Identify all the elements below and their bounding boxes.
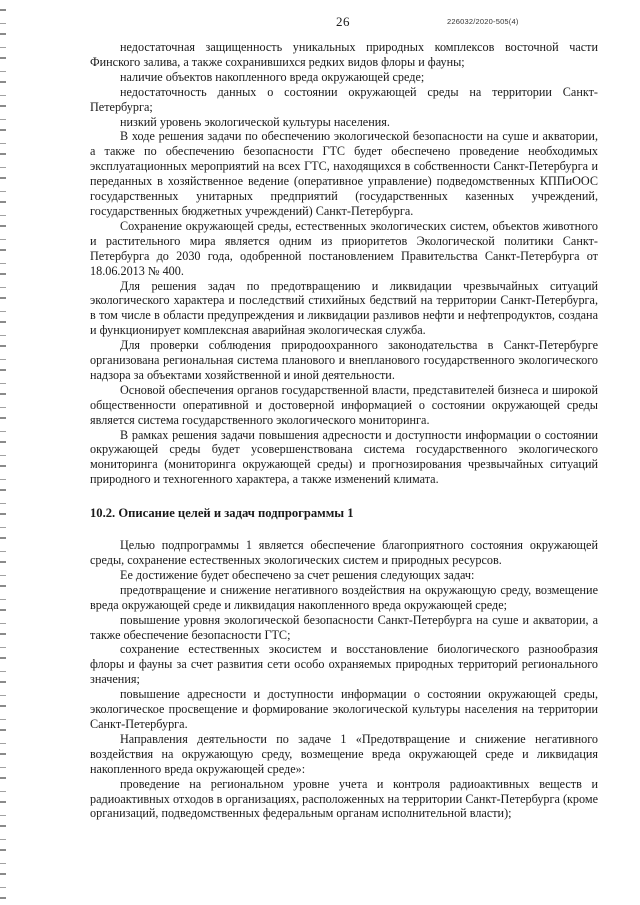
section-heading: 10.2. Описание целей и задач подпрограммы 1	[90, 506, 354, 521]
document-code: 226032/2020-505(4)	[447, 17, 519, 26]
paragraph: Ее достижение будет обеспечено за счет решения следующих задач:	[120, 567, 475, 582]
paragraph: Основой обеспечения органов государственной власти, представителей бизнеса и широкой общественности оперативной и достоверной информацией о состоянии окружающей среды является система государственного экологического мониторинга.	[90, 382, 598, 427]
paragraph: низкий уровень экологической культуры населения.	[120, 114, 390, 129]
paragraph: Сохранение окружающей среды, естественных экологических систем, объектов животного и растительного мира является одним из приоритетов Экологической политики Санкт-Петербурга до 2030 года, одобренной постановлением Правительства Санкт-Петербурга от 18.06.2013 № 400.	[90, 218, 598, 278]
paragraph: Для решения задач по предотвращению и ликвидации чрезвычайных ситуаций экологического характера и последствий стихийных бедствий на территории Санкт-Петербурга, в том числе в области предупреждения и ликвидации разливов нефти и нефтепродуктов, создана и функционирует комплексная аварийная экологическая служба.	[90, 278, 598, 338]
scan-edge-artifact	[0, 0, 6, 905]
paragraph: недостаточная защищенность уникальных природных комплексов восточной части Финского залива, а также сохранившихся редких видов флоры и фауны;	[90, 40, 598, 69]
list-item: повышение уровня экологической безопасности Санкт-Петербурга на суше и акватории, а также обеспечение безопасности ГТС;	[90, 612, 598, 642]
paragraph: В рамках решения задачи повышения адресности и доступности информации о состоянии окружающей среды будет усовершенствована система государственного экологического мониторинга (мониторинга окружающей среды) и прогнозирования чрезвычайных ситуаций природного и техногенного характера, а также изменений климата.	[90, 427, 598, 487]
paragraph: недостаточность данных о состоянии окружающей среды на территории Санкт-Петербурга;	[90, 84, 598, 114]
list-item: сохранение естественных экосистем и восстановление биологического разнообразия флоры и фауны за счет развития сети особо охраняемых природных территорий регионального значения;	[90, 642, 598, 687]
document-body	[90, 40, 598, 821]
paragraph: Целью подпрограммы 1 является обеспечение благоприятного состояния окружающей среды, сохранение естественных экологических систем и природных ресурсов.	[90, 538, 598, 567]
paragraph: Направления деятельности по задаче 1 «Предотвращение и снижение негативного воздействия на окружающую среду, возмещение вреда окружающей среде и ликвидация накопленного вреда окружающей среде»:	[90, 731, 598, 776]
list-item: предотвращение и снижение негативного воздействия на окружающую среду, возмещение вреда окружающей среде и ликвидация накопленного вреда окружающей среде;	[90, 582, 598, 612]
paragraph: наличие объектов накопленного вреда окружающей среде;	[120, 69, 425, 84]
list-item: проведение на региональном уровне учета и контроля радиоактивных веществ и радиоактивных отходов в организациях, расположенных на территории Санкт-Петербурга (кроме организаций, подведомственных федеральным органам исполнительной власти);	[90, 776, 599, 821]
paragraph: Для проверки соблюдения природоохранного законодательства в Санкт-Петербурге организована региональная система планового и внепланового государственного экологического надзора за объектами хозяйственной и иной деятельности.	[90, 338, 598, 382]
list-item: повышение адресности и доступности информации о состоянии окружающей среды, экологическое просвещение и формирование экологической культуры населения на территории Санкт-Петербурга.	[90, 687, 598, 731]
paragraph: В ходе решения задачи по обеспечению экологической безопасности на суше и акватории, а также по обеспечению безопасности ГТС будет обеспечено проведение необходимых эксплуатационных мероприятий на всех ГТС, находящихся в собственности Санкт-Петербурга и переданных в хозяйственное ведение (оперативное управление) подведомственных КППиООС государственных унитарных предприятий (государственных казенных учреждений, государственных бюджетных учреждений) Санкт-Петербурга.	[90, 129, 598, 218]
page-number: 26	[336, 14, 350, 29]
